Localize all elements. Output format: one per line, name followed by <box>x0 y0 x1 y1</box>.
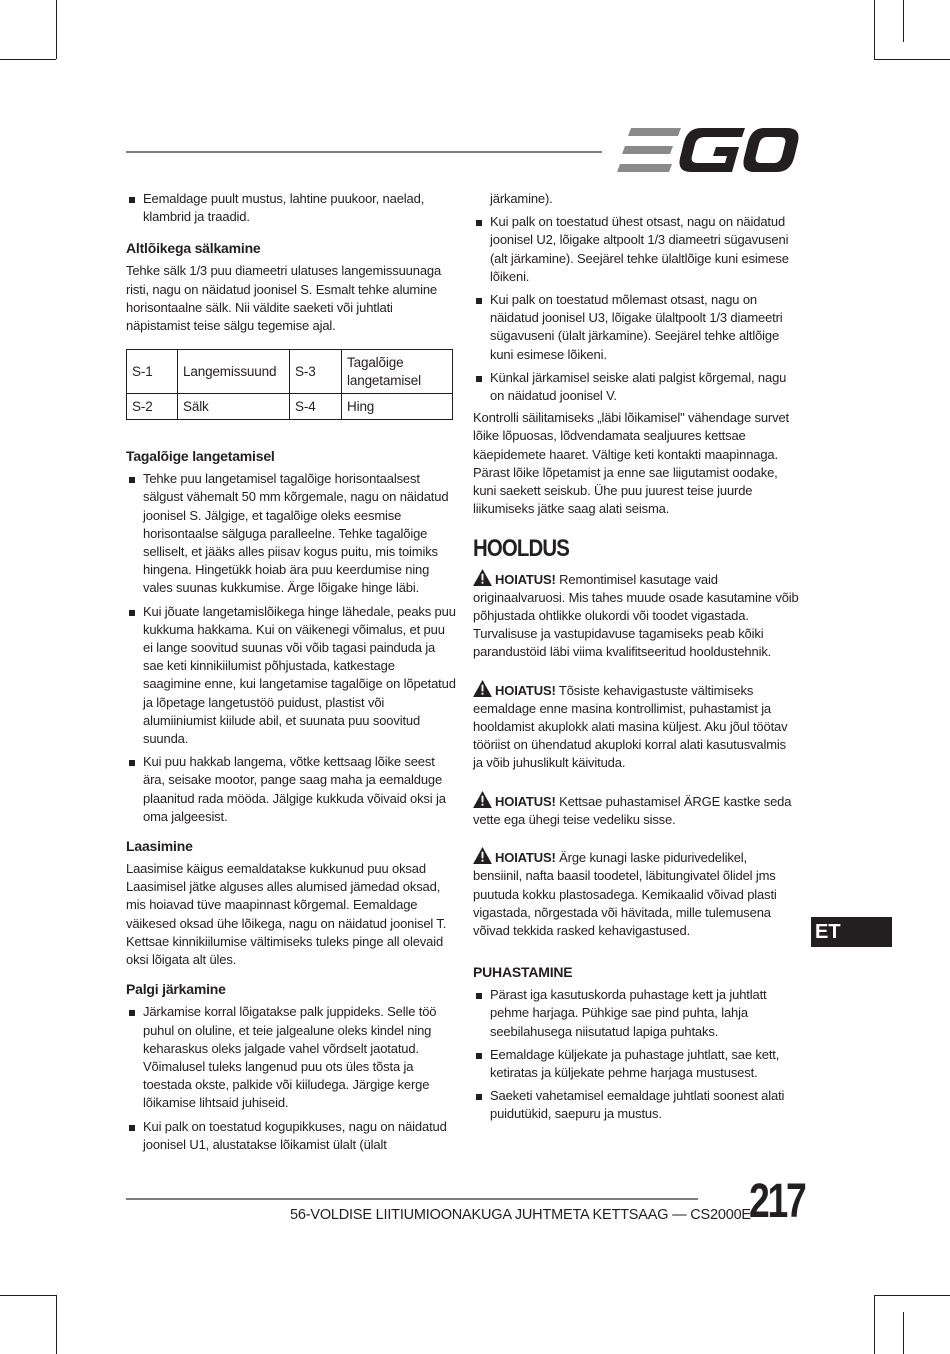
warning-block <box>473 791 799 829</box>
crop-mark <box>0 1295 56 1296</box>
warning-icon <box>473 847 492 864</box>
warning-label: HOIATUS! <box>495 793 556 809</box>
section-heading: Altlõikega sälkamine <box>126 240 261 257</box>
list-item: Tehke puu langetamisel tagalõige horisontaalsest sälgust vähemalt 50 mm kõrgemale, nagu on näidatud joonisel S. Jälgige, et tagalõige oleks eesmise horisontaalse sälguga paralleelne. Tehke tagalõige selliselt, et jääks alles piisav kogus puitu, mis toimiks hingena. Hingetükk hoiab ära puu keerdumise ning vales suunas kukkumise. Ärge lõigake hinge läbi. <box>126 470 456 597</box>
crop-mark <box>56 0 57 59</box>
section-heading: Tagalõige langetamisel <box>126 448 275 465</box>
list-item: Järkamise korral lõigatakse palk juppideks. Selle töö puhul on oluline, et teie jalgealune oleks kindel ning keharaskus oleks jalgade vahel võrdselt jaotatud. Võimalusel tuleks langenud puu ots üles tõsta ja toestada okste, palkide või kiiludega. Järgige kerge lõikamise lihtsaid juhiseid. <box>126 1003 456 1112</box>
left-column <box>126 190 456 1154</box>
list-item: Eemaldage puult mustus, lahtine puukoor, naelad, klambrid ja traadid. <box>126 190 456 226</box>
paragraph: Laasimise käigus eemaldatakse kukkunud puu oksad Laasimisel jätke alguses alles alumised jämedad oksad, mis hoiavad tüve maapinnast kõrgemal. Eemaldage väikesed oksad ühe lõikega, nagu on näidatud joonisel T. Kettsae kinnikiilumise vältimiseks tuleks pinge all olevaid oksi lõigata alt üles. <box>126 861 447 968</box>
section-heading: Laasimine <box>126 838 193 855</box>
warning-block <box>473 569 799 662</box>
section-heading: Palgi järkamine <box>126 981 226 998</box>
table-cell: Hing <box>342 394 453 420</box>
table-cell: Sälk <box>178 394 290 420</box>
warning-icon <box>473 569 492 586</box>
crop-mark <box>874 1295 875 1354</box>
table-cell: S-1 <box>127 350 178 394</box>
list-item: Pärast iga kasutuskorda puhastage kett ja juhtlatt pehme harjaga. Pühkige sae pind puhta, lahja seebilahusega niisutatud lapiga puhtaks. <box>473 986 799 1041</box>
warning-block <box>473 680 799 773</box>
warning-text: Tõsiste kehavigastuste vältimiseks eemaldage enne masina kontrollimist, puhastamist ja hooldamist akuplokk alati masina küljest. Aku jõul töötav tööriist on ühendatud akuploki korral alati kasutusvalmis ja võib juhuslikult käivituda. <box>473 682 788 771</box>
list-item: Kui puu hakkab langema, võtke kettsaag lõike seest ära, seisake mootor, pange saag maha ja eemalduge plaanitud rada mööda. Jälgige kukkuda võivaid oksi ja oma jalgeesist. <box>126 753 456 826</box>
bullet-list <box>126 1003 456 1154</box>
ego-logo <box>617 128 799 172</box>
crop-mark <box>874 0 875 59</box>
crop-mark <box>903 1312 904 1354</box>
crop-mark <box>0 59 56 60</box>
logo-o-icon <box>743 128 798 172</box>
crop-mark <box>903 0 904 42</box>
list-item: Eemaldage küljekate ja puhastage juhtlatt, sae kett, ketiratas ja küljekate pehme harjaga mustusest. <box>473 1046 799 1082</box>
paragraph: Tehke sälk 1/3 puu diameetri ulatuses langemissuunaga risti, nagu on näidatud joonisel S. Esmalt tehke alumine horisontaalne sälk. Nii väldite saeketi või juhtlati näpistamist teise sälgu tegemise ajal. <box>126 263 442 334</box>
list-item: Künkal järkamisel seiske alati palgist kõrgemal, nagu on näidatud joonisel V. <box>473 369 799 405</box>
table-row <box>127 350 453 394</box>
crop-mark <box>874 59 950 60</box>
language-tab: ET <box>811 917 892 947</box>
bullet-list <box>473 986 799 1123</box>
section-heading: PUHASTAMINE <box>473 964 573 981</box>
footer-title: 56-VOLDISE LIITIUMIOONAKUGA JUHTMETA KETTSAAG — CS2000E <box>290 1207 751 1223</box>
logo-text: EGO <box>617 128 620 129</box>
crop-mark <box>874 1295 950 1296</box>
right-column <box>473 190 799 1124</box>
warning-label: HOIATUS! <box>495 850 556 866</box>
continued-text: järkamine). <box>490 191 553 206</box>
reference-table <box>126 349 453 420</box>
list-item: Saeketi vahetamisel eemaldage juhtlati soonest alati puidutükid, saepuru ja mustus. <box>473 1087 799 1123</box>
warning-icon <box>473 680 492 697</box>
paragraph: Kontrolli säilitamiseks „läbi lõikamisel" vähendage survet lõike lõpuosas, lõdvendamata sealjuures kettsae käepidemete haaret. Vältige keti kontakti maapinnaga. Pärast lõike lõpetamist ja enne sae liigutamist oodake, kuni saekett seiskub. Ühe puu juurest teise juurde liikumiseks jätke saag alati seisma. <box>473 410 790 517</box>
section-title-hooldus: HOOLDUS <box>473 535 570 563</box>
header-rule <box>126 151 602 153</box>
logo-e-icon <box>617 128 681 172</box>
list-item: Kui palk on toestatud kogupikkuses, nagu on näidatud joonisel U1, alustatakse lõikamist ülalt (ülalt <box>126 1118 456 1154</box>
logo-g-icon <box>679 128 745 172</box>
table-row <box>127 394 453 420</box>
intro-bullet-list <box>126 190 456 226</box>
table-cell: Langemissuund <box>178 350 290 394</box>
page-number: 217 <box>749 1175 805 1228</box>
warning-label: HOIATUS! <box>495 571 556 587</box>
list-item: Kui palk on toestatud mõlemast otsast, nagu on näidatud joonisel U3, lõigake ülaltpoolt 1/3 diameetri sügavuseni (ülalt järkamine). Seejärel tehke altlõige kuni esimese lõikeni. <box>473 291 799 364</box>
warning-text: Kettsae puhastamisel ÄRGE kastke seda vette ega ühegi teise vedeliku sisse. <box>473 793 792 827</box>
warning-block <box>473 847 799 940</box>
table-cell: S-4 <box>290 394 342 420</box>
warning-icon <box>473 791 492 808</box>
warning-text: Ärge kunagi laske pidurivedelikel, bensiinil, nafta baasil toodetel, läbitungivatel õlidel jms puutuda kokku plastosadega. Kemikaalid võivad plasti vigastada, nõrgestada või hävitada, mille tulemusena võivad tekkida rasked kehavigastused. <box>473 850 777 938</box>
warning-label: HOIATUS! <box>495 682 556 698</box>
table-cell: S-3 <box>290 350 342 394</box>
crop-mark <box>56 1295 57 1354</box>
table-cell: Tagalõige langetamisel <box>342 350 453 394</box>
warning-text: Remontimisel kasutage vaid originaalvaruosi. Mis tahes muude osade kasutamine võib põhjustada ohtlikke olukordi või toodet vigastada. Turvalisuse ja vastupidavuse tagamiseks peab kõiki parandustöid läbi viima kvalifitseeritud hooldustehnik. <box>473 571 799 660</box>
list-item: Kui palk on toestatud ühest otsast, nagu on näidatud joonisel U2, lõigake altpoolt 1/3 diameetri sügavuseni (alt järkamine). Seejärel tehke ülaltlõige kuni esimese lõikeni. <box>473 213 799 286</box>
footer-rule <box>126 1198 698 1200</box>
bullet-list <box>473 213 799 405</box>
table-cell: S-2 <box>127 394 178 420</box>
bullet-list <box>126 470 456 826</box>
list-item: Kui jõuate langetamislõikega hinge lähedale, peaks puu kukkuma hakkama. Kui on väikenegi võimalus, et puu ei lange soovitud suunas või võib tagasi painduda ja sae keti kinnikiilumist põhjustada, katkestage saagimine enne, kui langetamise tagalõige on lõpetatud ja lõpetage langetustöö puidust, plastist või alumiiniumist kiilude abil, et suunata puu soovitud suunda. <box>126 603 456 749</box>
